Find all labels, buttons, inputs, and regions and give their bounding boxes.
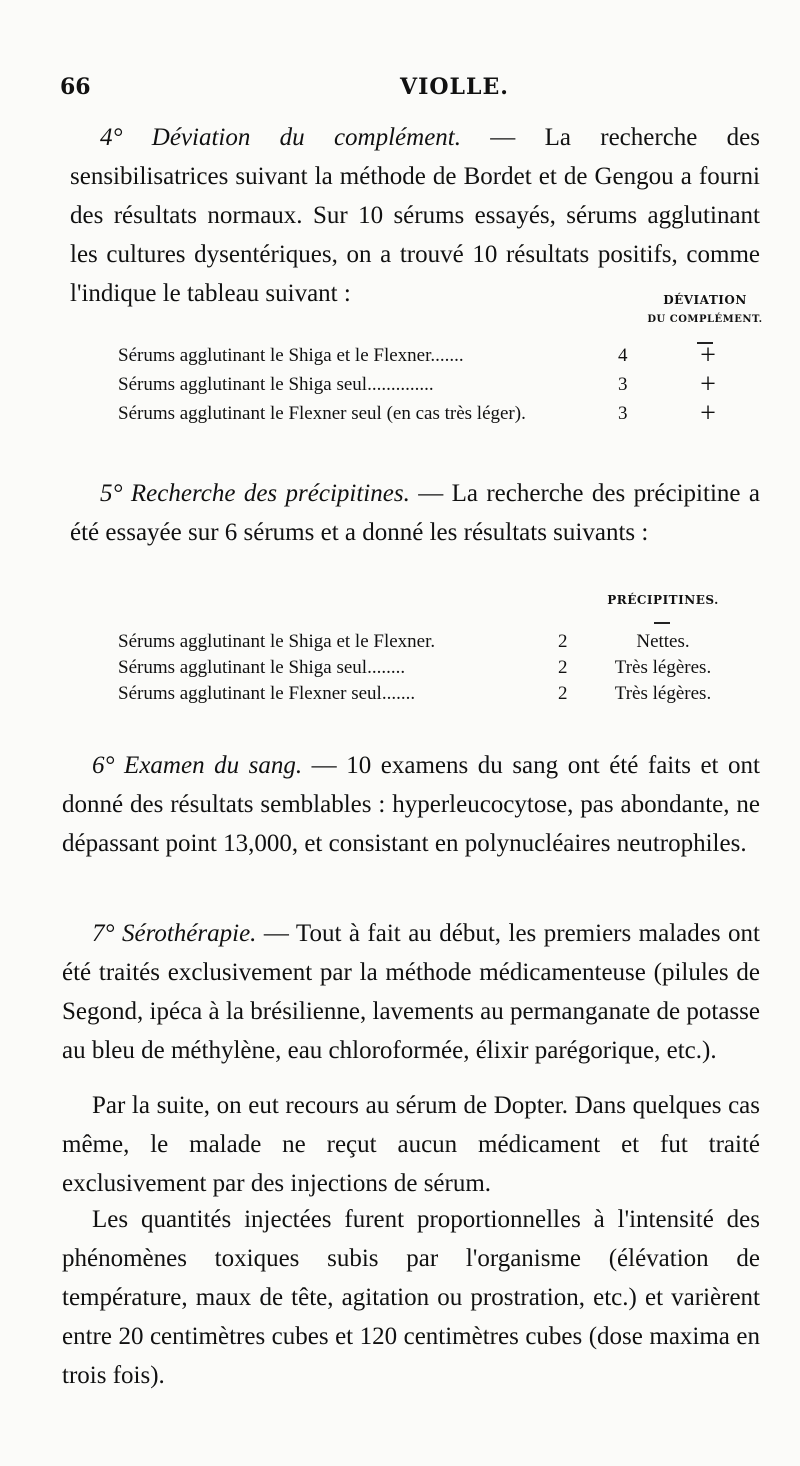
page-number: 66 [60, 74, 91, 100]
row-label: Sérums agglutinant le Shiga et le Flexner....... [118, 345, 464, 366]
section-6-paragraph [62, 746, 760, 863]
row-count: 2 [558, 631, 568, 652]
deviation-column-header [640, 290, 770, 330]
row-count: 3 [618, 403, 628, 424]
page-header [60, 74, 760, 104]
row-result: + [700, 398, 716, 429]
row-result: Très légères. [614, 657, 712, 678]
precipitines-column-header: PRÉCIPITINES. [607, 593, 719, 607]
table-row [118, 400, 758, 428]
row-result: Très légères. [614, 683, 712, 704]
section-6-text: — 10 examens du sang ont été faits et ont donné des résultats semblables : hyperleucocytose, pas abondante, ne dépassant point 13,000, et consistant en polynucléaires neutrophiles. [62, 752, 760, 857]
deviation-header-line2: DU COMPLÉMENT. [647, 314, 763, 325]
row-count: 4 [618, 345, 628, 366]
section-7-paragraph [62, 914, 760, 1070]
precipitines-header-dash [654, 622, 670, 624]
section-5-text: — La recherche des précipitine a été essayée sur 6 sérums et a donné les résultats suivants : [70, 480, 760, 546]
row-label: Sérums agglutinant le Flexner seul (en cas très léger). [118, 403, 526, 424]
section-5-number: 5° [100, 480, 123, 507]
table-row [118, 680, 758, 708]
paragraph-les-quantites: Les quantités injectées furent proportionnelles à l'intensité des phénomènes toxiques subis par l'organisme (élévation de température, maux de tête, agitation ou prostration, etc.) et varièrent entre 20 centimètres cubes et 120 centimètres cubes (dose maxima en trois fois). [62, 1206, 760, 1389]
deviation-table [118, 342, 758, 432]
section-7-heading: Sérothérapie. [121, 920, 257, 947]
row-result: + [700, 369, 716, 400]
row-count: 2 [558, 657, 568, 678]
deviation-header-line1: DÉVIATION [663, 293, 747, 307]
row-label: Sérums agglutinant le Shiga seul.............. [118, 374, 434, 395]
paragraph-par-la-suite: Par la suite, on eut recours au sérum de Dopter. Dans quelques cas même, le malade ne reçut aucun médicament et fut traité exclusivement par des injections de sérum. [62, 1092, 760, 1197]
section-6-heading: Examen du sang. [124, 752, 303, 779]
section-7-number: 7° [92, 920, 115, 947]
table-row [118, 628, 758, 656]
row-label: Sérums agglutinant le Flexner seul....... [118, 683, 416, 704]
row-label: Sérums agglutinant le Shiga seul........ [118, 657, 406, 678]
row-count: 2 [558, 683, 568, 704]
section-7-text: — Tout à fait au début, les premiers malades ont été traités exclusivement par la méthode médicamenteuse (pilules de Segond, ipéca à la brésilienne, lavements au permanganate de potasse au bleu de méthylène, eau chloroformée, élixir parégorique, etc.). [62, 920, 761, 1064]
running-head: VIOLLE. [400, 74, 509, 100]
precipitines-table [118, 628, 758, 718]
section-4-paragraph [70, 118, 760, 313]
section-6-number: 6° [92, 752, 115, 779]
section-5-paragraph [70, 474, 760, 552]
row-result: + [700, 340, 716, 371]
table-row [118, 654, 758, 682]
section-5-heading: Recherche des précipitines. [130, 480, 410, 507]
section-4-number: 4° [100, 124, 123, 151]
row-result: Nettes. [636, 631, 690, 652]
row-label: Sérums agglutinant le Shiga et le Flexner. [118, 631, 436, 652]
section-4-heading: Déviation du complément. [151, 124, 462, 151]
table-row [118, 371, 758, 399]
section-4-text: — La recherche des sensibilisatrices suivant la méthode de Bordet et de Gengou a fourni des résultats normaux. Sur 10 sérums essayés, sérums agglutinant les cultures dysentériques, on a trouvé 10 résultats positifs, comme l'indique le tableau suivant : [70, 124, 761, 307]
row-count: 3 [618, 374, 628, 395]
table-row [118, 342, 758, 370]
